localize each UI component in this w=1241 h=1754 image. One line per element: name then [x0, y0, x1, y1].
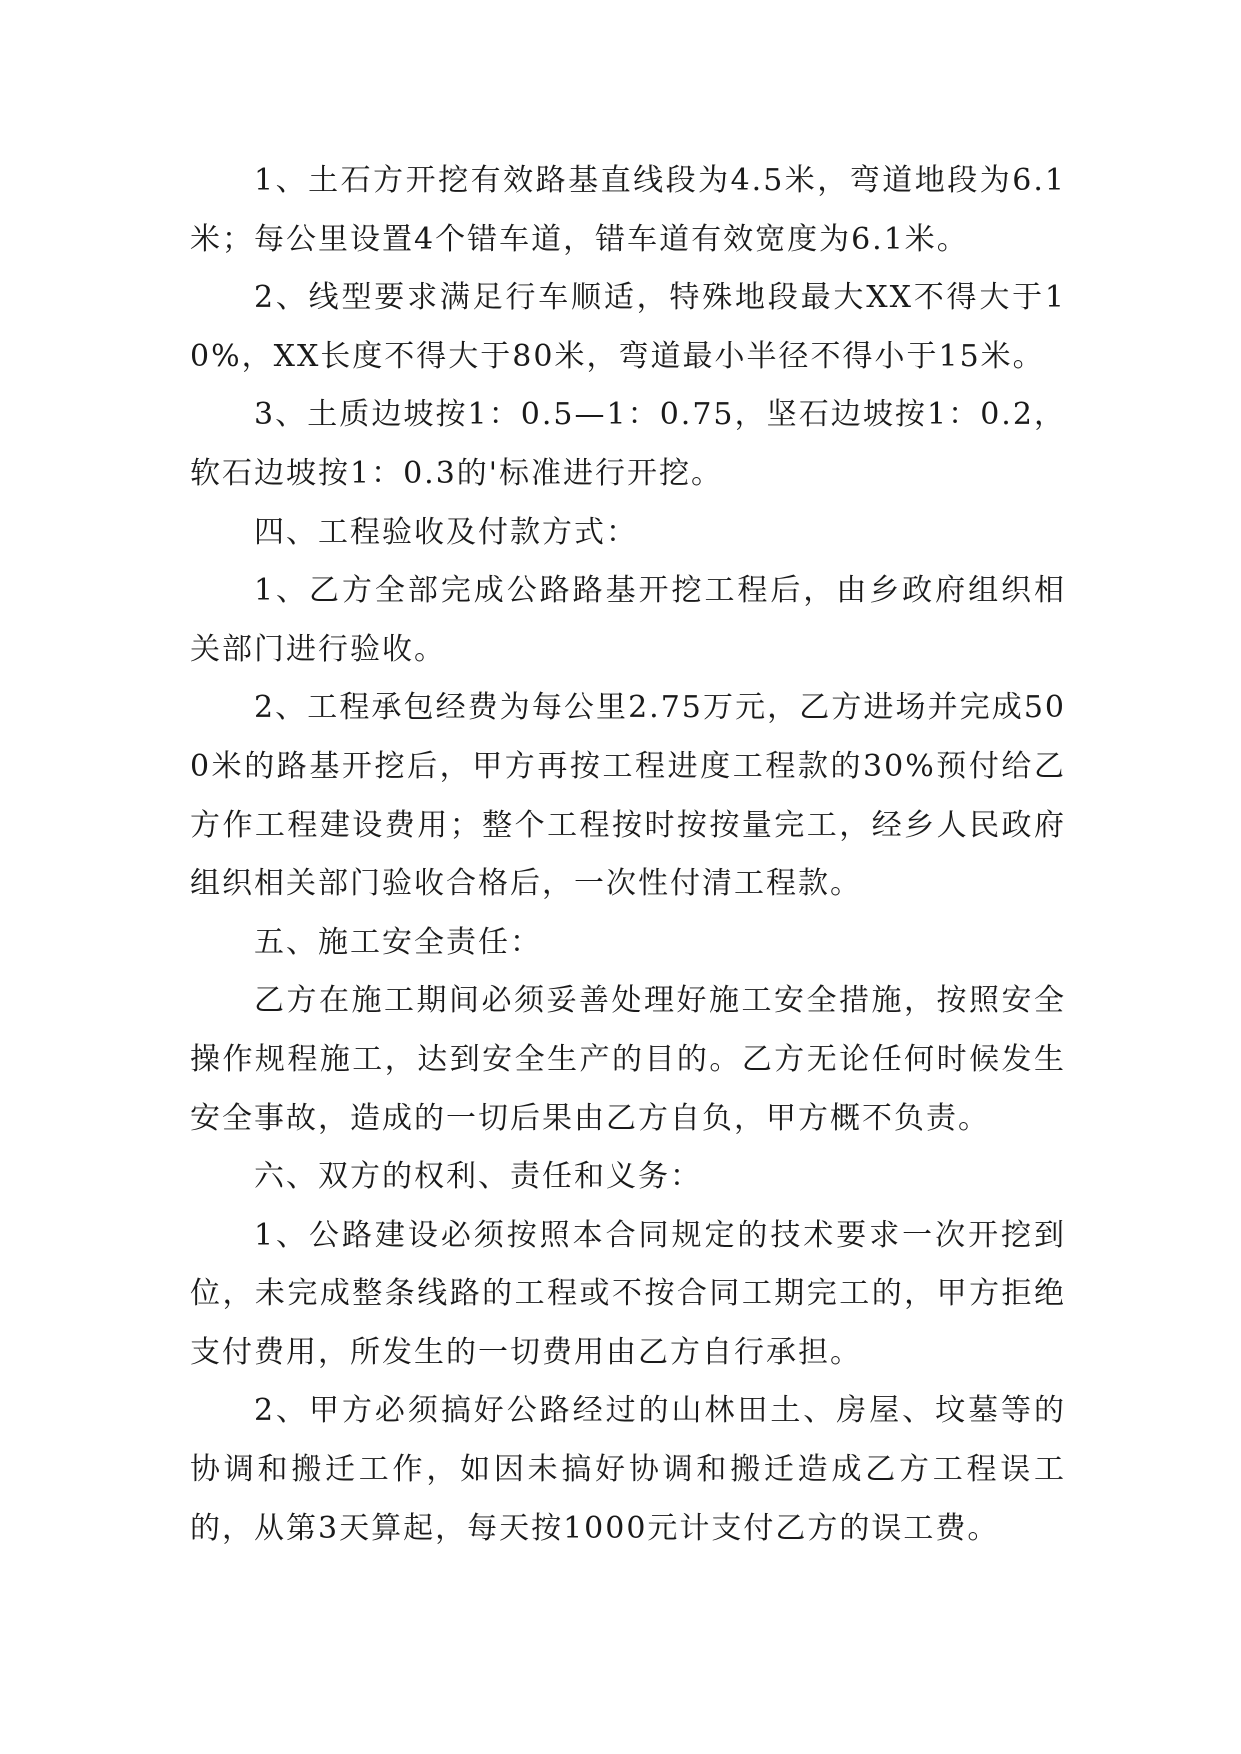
document-body: [190, 152, 1066, 1558]
paragraph-earthwork-width: 1、土石方开挖有效路基直线段为4.5米，弯道地段为6.1米；每公里设置4个错车道，错车道有效宽度为6.1米。: [190, 163, 1066, 257]
paragraph-duty-coordination: 2、甲方必须搞好公路经过的山林田土、房屋、坟墓等的协调和搬迁工作，如因未搞好协调和搬迁造成乙方工程误工的，从第3天算起，每天按1000元计支付乙方的误工费。: [190, 1393, 1066, 1546]
paragraph-slope: 3、土质边坡按1：0.5—1：0.75，坚石边坡按1：0.2，软石边坡按1：0.3的'标准进行开挖。: [190, 397, 1066, 491]
section-heading-rights-duties: 六、双方的权利、责任和义务：: [254, 1159, 702, 1195]
paragraph-duty-excavation: 1、公路建设必须按照本合同规定的技术要求一次开挖到位，未完成整条线路的工程或不按合同工期完工的，甲方拒绝支付费用，所发生的一切费用由乙方自行承担。: [190, 1217, 1066, 1370]
paragraph-acceptance: 1、乙方全部完成公路路基开挖工程后，由乡政府组织相关部门进行验收。: [190, 573, 1066, 667]
paragraph-alignment: 2、线型要求满足行车顺适，特殊地段最大XX不得大于10%，XX长度不得大于80米，弯道最小半径不得小于15米。: [190, 280, 1066, 374]
section-heading-safety: 五、施工安全责任：: [254, 924, 542, 960]
paragraph-safety: 乙方在施工期间必须妥善处理好施工安全措施，按照安全操作规程施工，达到安全生产的目的。乙方无论任何时候发生安全事故，造成的一切后果由乙方自负，甲方概不负责。: [190, 983, 1066, 1136]
section-heading-acceptance-payment: 四、工程验收及付款方式：: [254, 514, 638, 550]
paragraph-payment: 2、工程承包经费为每公里2.75万元，乙方进场并完成500米的路基开挖后，甲方再按工程进度工程款的30%预付给乙方作工程建设费用；整个工程按时按按量完工，经乡人民政府组织相关部门验收合格后，一次性付清工程款。: [190, 690, 1066, 902]
